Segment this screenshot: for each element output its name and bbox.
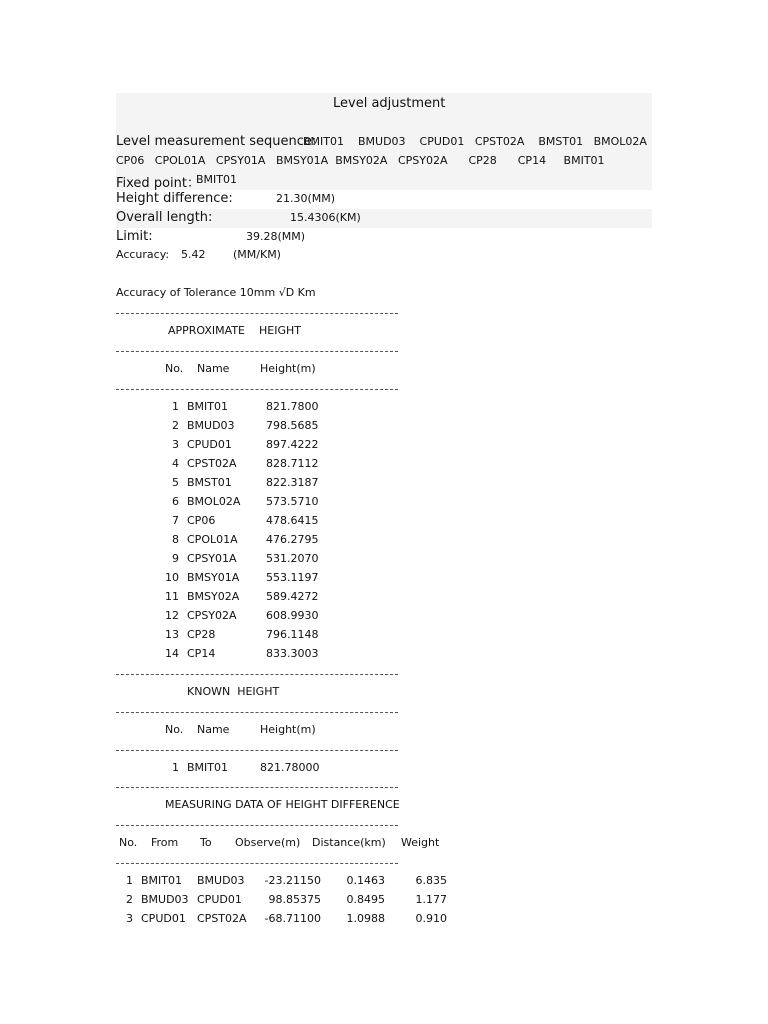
weight: 1.177 — [415, 893, 447, 906]
point-height: 478.6415 — [266, 514, 319, 527]
sequence-line-1: BMIT01 BMUD03 CPUD01 CPST02A BMST01 BMOL02A — [303, 135, 647, 148]
row-number: 1 — [172, 400, 179, 413]
point-name: CPSY02A — [187, 609, 237, 622]
accuracy-value: 5.42 — [181, 248, 206, 261]
point-height: 553.1197 — [266, 571, 319, 584]
row-number: 4 — [172, 457, 179, 470]
column-header-height: Height(m) — [260, 362, 316, 375]
point-name: BMSY01A — [187, 571, 240, 584]
point-name: BMIT01 — [187, 761, 228, 774]
row-number: 1 — [126, 874, 133, 887]
overall-length-value: 15.4306(KM) — [290, 211, 361, 224]
distance-km: 0.8495 — [346, 893, 385, 906]
column-header-no: No. — [119, 836, 138, 849]
point-name: BMSY02A — [187, 590, 240, 603]
point-height: 573.5710 — [266, 495, 319, 508]
row-number: 12 — [165, 609, 179, 622]
point-name: CP06 — [187, 514, 216, 527]
row-number: 9 — [172, 552, 179, 565]
sequence-line-2: CP06 CPOL01A CPSY01A BMSY01A BMSY02A CPSY02A CP28 CP14 BMIT01 — [116, 154, 605, 167]
point-height: 822.3187 — [266, 476, 319, 489]
sequence-label: Level measurement sequence: — [116, 134, 317, 149]
divider — [116, 674, 398, 675]
accuracy-unit: (MM/KM) — [233, 248, 281, 261]
point-name: BMST01 — [187, 476, 232, 489]
point-name: CPSY01A — [187, 552, 237, 565]
distance-km: 1.0988 — [346, 912, 385, 925]
divider — [116, 712, 398, 713]
point-name: CP14 — [187, 647, 216, 660]
limit-value: 39.28(MM) — [246, 230, 306, 243]
row-number: 5 — [172, 476, 179, 489]
from-point: BMUD03 — [141, 893, 189, 906]
observed-difference: -23.21150 — [264, 874, 321, 887]
divider — [116, 787, 398, 788]
point-name: BMOL02A — [187, 495, 241, 508]
column-header-from: From — [151, 836, 179, 849]
tolerance-note: Accuracy of Tolerance 10mm √D Km — [116, 286, 316, 299]
fixed-point-label: Fixed point： — [116, 176, 200, 191]
accuracy-label: Accuracy: — [116, 248, 170, 261]
column-header-observe: Observe(m) — [235, 836, 301, 849]
row-number: 1 — [172, 761, 179, 774]
point-height: 833.3003 — [266, 647, 319, 660]
row-number: 13 — [165, 628, 179, 641]
point-height: 821.7800 — [266, 400, 319, 413]
observed-difference: -68.71100 — [264, 912, 321, 925]
column-header-no: No. — [165, 723, 184, 736]
approximate-height-heading: APPROXIMATE HEIGHT — [168, 324, 301, 337]
row-number: 3 — [172, 438, 179, 451]
row-number: 14 — [165, 647, 179, 660]
from-point: BMIT01 — [141, 874, 182, 887]
to-point: CPST02A — [197, 912, 247, 925]
point-height: 828.7112 — [266, 457, 319, 470]
row-number: 6 — [172, 495, 179, 508]
point-name: CPST02A — [187, 457, 237, 470]
point-name: CPUD01 — [187, 438, 232, 451]
column-header-name: Name — [197, 723, 230, 736]
measuring-data-heading: MEASURING DATA OF HEIGHT DIFFERENCE — [165, 798, 400, 811]
from-point: CPUD01 — [141, 912, 186, 925]
weight: 6.835 — [415, 874, 447, 887]
divider — [116, 313, 398, 314]
overall-length-label: Overall length: — [116, 210, 213, 225]
row-number: 11 — [165, 590, 179, 603]
row-number: 2 — [172, 419, 179, 432]
distance-km: 0.1463 — [346, 874, 385, 887]
column-header-height: Height(m) — [260, 723, 316, 736]
limit-label: Limit: — [116, 229, 153, 244]
to-point: CPUD01 — [197, 893, 242, 906]
divider — [116, 389, 398, 390]
row-number: 10 — [165, 571, 179, 584]
point-height: 476.2795 — [266, 533, 319, 546]
point-height: 796.1148 — [266, 628, 319, 641]
divider — [116, 825, 398, 826]
column-header-name: Name — [197, 362, 230, 375]
point-height: 821.78000 — [260, 761, 320, 774]
weight: 0.910 — [415, 912, 447, 925]
point-height: 589.4272 — [266, 590, 319, 603]
point-name: CP28 — [187, 628, 216, 641]
divider — [116, 863, 398, 864]
height-difference-label: Height difference: — [116, 191, 233, 206]
column-header-distance: Distance(km) — [312, 836, 386, 849]
point-height: 897.4222 — [266, 438, 319, 451]
point-height: 608.9930 — [266, 609, 319, 622]
row-number: 3 — [126, 912, 133, 925]
row-number: 8 — [172, 533, 179, 546]
height-difference-value: 21.30(MM) — [276, 192, 336, 205]
column-header-to: To — [200, 836, 212, 849]
fixed-point-value: BMIT01 — [196, 173, 237, 186]
column-header-weight: Weight — [401, 836, 440, 849]
point-height: 531.2070 — [266, 552, 319, 565]
divider — [116, 351, 398, 352]
point-name: CPOL01A — [187, 533, 238, 546]
point-height: 798.5685 — [266, 419, 319, 432]
point-name: BMIT01 — [187, 400, 228, 413]
point-name: BMUD03 — [187, 419, 235, 432]
row-number: 7 — [172, 514, 179, 527]
column-header-no: No. — [165, 362, 184, 375]
to-point: BMUD03 — [197, 874, 245, 887]
known-height-heading: KNOWN HEIGHT — [187, 685, 280, 698]
report-title: Level adjustment — [333, 96, 446, 111]
divider — [116, 750, 398, 751]
observed-difference: 98.85375 — [268, 893, 321, 906]
row-number: 2 — [126, 893, 133, 906]
